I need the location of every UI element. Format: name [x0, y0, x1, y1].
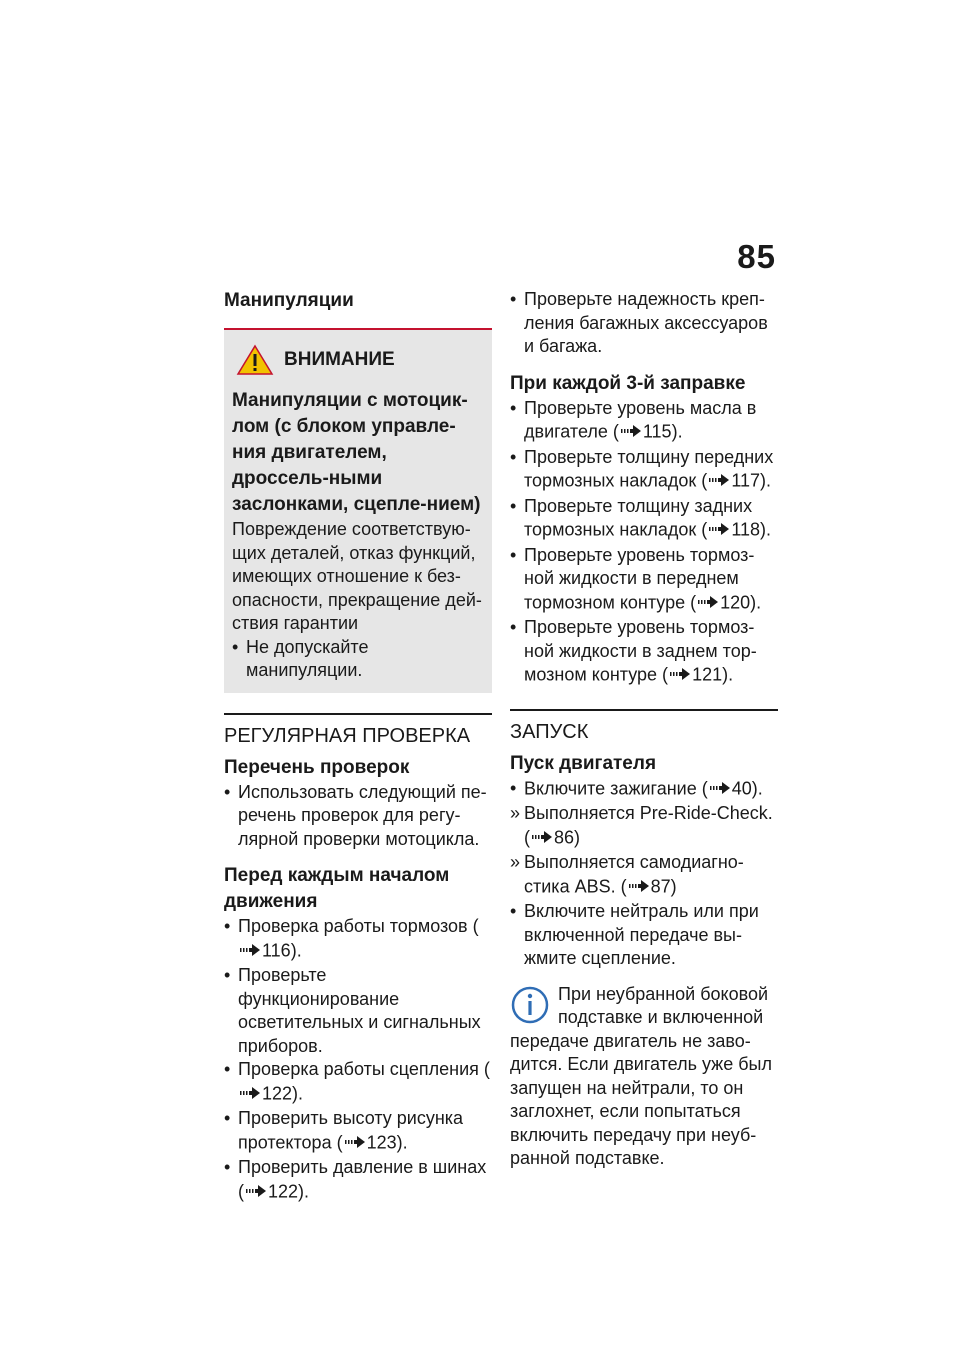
page-reference-arrow-icon [709, 518, 729, 542]
list-item: • Проверьте функционирование осветительных и сигнальных приборов. [224, 965, 481, 1056]
list-item: • Проверьте уровень масла в двигателе ( 115). [510, 397, 757, 442]
section-title-start: ЗАПУСК [510, 709, 778, 745]
list-item: • Проверьте толщину передних тормозных накладок ( 117). [510, 446, 774, 491]
page-number: 85 [737, 238, 776, 275]
list-item: • Проверьте толщину задних тормозных накладок ( 118). [510, 495, 772, 540]
page-reference-arrow-icon [345, 1131, 365, 1155]
list-item: • Включите нейтраль или при включенной передаче вы-жмите сцепление. [510, 901, 759, 968]
list-item: • Проверьте уровень тормоз-ной жидкости в переднем тормозном контуре ( 120). [510, 544, 762, 612]
list-item: • Проверьте надежность креп-ления багажных аксессуаров и багажа. [510, 289, 768, 356]
info-note [510, 983, 778, 1171]
info-note-icon [510, 983, 550, 1027]
right-column [510, 288, 778, 1171]
list-item: • Проверьте уровень тормоз-ной жидкости в заднем тор-мозном контуре ( 121). [510, 617, 757, 685]
checklist-title: Перечень проверок [224, 756, 410, 778]
list-item: • Использовать следующий пе-речень проверок для регу-лярной проверки мотоцикла. [224, 781, 487, 849]
warning-triangle-icon [236, 344, 274, 376]
left-column [224, 288, 492, 1205]
page-reference-arrow-icon [670, 663, 690, 687]
warning-header [236, 344, 486, 376]
warning-bullet: • Не допускайте манипуляции. [232, 636, 369, 680]
warning-heading: Манипуляции с мотоцик-лом (с блоком управле-ния двигателем, дроссель-ными заслонками, сцепле-нием) [232, 390, 481, 515]
warning-body: Повреждение соответствую-щих деталей, отказ функций, имеющих отношение к без-опасности, прекращение дей-ствия гарантии [232, 519, 482, 633]
page-reference-arrow-icon [240, 939, 260, 963]
list-item: » Выполняется Pre-Ride-Check. ( 86) [510, 803, 773, 847]
page-reference-arrow-icon [710, 777, 730, 801]
list-item: » Выполняется самодиагно-стика ABS. ( 87) [510, 852, 744, 896]
manipulation-title: Манипуляции [224, 290, 354, 311]
page-reference-arrow-icon [532, 826, 552, 850]
page-reference-arrow-icon [621, 420, 641, 444]
page-reference-arrow-icon [240, 1082, 260, 1106]
list-item: • Включите зажигание ( 40). [510, 777, 763, 798]
page-reference-arrow-icon [629, 875, 649, 899]
engine-start-title: Пуск двигателя [510, 752, 657, 774]
page-reference-arrow-icon [246, 1180, 266, 1204]
list-item: • Проверить давление в шинах ( 122). [224, 1157, 487, 1201]
page-reference-arrow-icon [709, 469, 729, 493]
list-item: • Проверка работы тормозов (116). [224, 916, 479, 960]
third-refuel-title: При каждой 3-й заправке [510, 372, 746, 394]
warning-label: ВНИМАНИЕ [284, 349, 395, 370]
before-ride-title: Перед каждым началом движения [224, 865, 450, 912]
section-title-regular-check: РЕГУЛЯРНАЯ ПРОВЕРКА [224, 713, 492, 749]
warning-box [224, 328, 492, 693]
list-item: • Проверка работы сцепления (122). [224, 1059, 490, 1103]
info-note-text: При неубранной боковой подставке и включенной передаче двигатель не заво-дится. Если двигатель уже был запущен на нейтрали, то он заглохнет, если попытаться включить передачу при неуб-ранной подставке. [510, 983, 772, 1168]
page-reference-arrow-icon [698, 591, 718, 615]
list-item: • Проверить высоту рисунка протектора ( 123). [224, 1108, 464, 1152]
